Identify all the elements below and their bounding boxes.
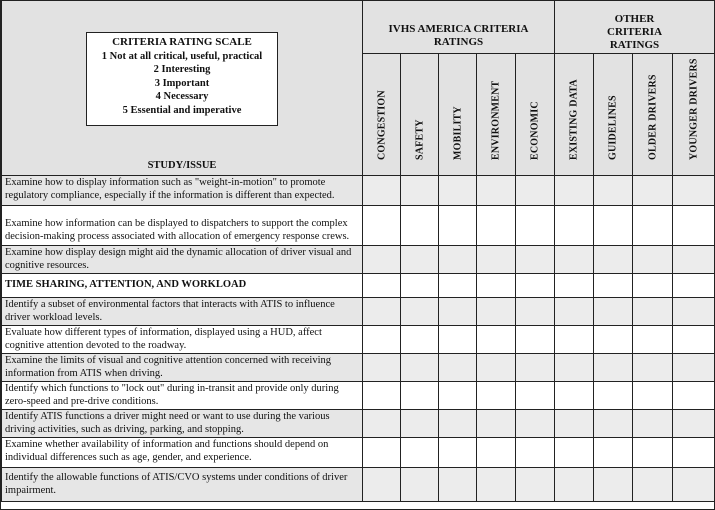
rating-cell (439, 274, 477, 298)
rating-cell[interactable] (633, 438, 673, 468)
rating-cell[interactable] (363, 298, 401, 326)
rating-cell[interactable] (673, 326, 715, 354)
rating-cell[interactable] (363, 354, 401, 382)
rating-cell[interactable] (516, 410, 555, 438)
rating-cell[interactable] (477, 246, 516, 274)
rating-cell[interactable] (555, 354, 594, 382)
rating-cell[interactable] (594, 206, 633, 246)
table-row (2, 326, 715, 354)
rating-cell[interactable] (363, 246, 401, 274)
study-issue-text: Identify which functions to "lock out" during in-transit and provide only during zero-speed and pre-drive conditions. (2, 382, 363, 410)
rating-cell[interactable] (594, 468, 633, 502)
rating-cell[interactable] (516, 206, 555, 246)
column-label: YOUNGER DRIVERS (688, 58, 699, 160)
rating-cell (555, 274, 594, 298)
study-issue-text: Identify a subset of environmental factors that interacts with ATIS to influence driver workload levels. (2, 298, 363, 326)
rating-cell[interactable] (594, 438, 633, 468)
column-label: MOBILITY (452, 106, 463, 160)
rating-cell[interactable] (555, 326, 594, 354)
study-header-cell (2, 1, 363, 176)
column-label: ENVIRONMENT (490, 80, 502, 160)
rating-cell[interactable] (633, 410, 673, 438)
rating-cell[interactable] (516, 298, 555, 326)
study-issue-text: Examine the limits of visual and cognitive attention concerned with receiving information from ATIS when driving. (2, 354, 363, 382)
rating-cell[interactable] (401, 382, 439, 410)
rating-cell[interactable] (477, 468, 516, 502)
rating-cell[interactable] (363, 410, 401, 438)
rating-cell[interactable] (439, 438, 477, 468)
rating-cell[interactable] (363, 206, 401, 246)
rating-cell[interactable] (477, 298, 516, 326)
rating-cell[interactable] (633, 206, 673, 246)
rating-cell[interactable] (555, 176, 594, 206)
rating-cell (477, 274, 516, 298)
rating-cell (516, 274, 555, 298)
rating-cell[interactable] (673, 206, 715, 246)
rating-cell[interactable] (594, 410, 633, 438)
rating-cell[interactable] (516, 438, 555, 468)
rating-scale-item: 2 Interesting (153, 64, 211, 75)
rating-cell (633, 274, 673, 298)
rating-cell[interactable] (555, 410, 594, 438)
rating-cell (673, 274, 715, 298)
study-issue-text: Examine whether availability of information and functions should depend on individual differences such as age, gender, and experience. (2, 438, 363, 468)
rating-cell[interactable] (555, 382, 594, 410)
rating-cell[interactable] (555, 246, 594, 274)
rating-cell[interactable] (363, 176, 401, 206)
column-header-older-drivers (633, 54, 673, 176)
rating-cell[interactable] (673, 298, 715, 326)
rating-cell[interactable] (439, 298, 477, 326)
study-issue-text: Evaluate how different types of information, displayed using a HUD, affect cognitive attention devoted to the roadway. (2, 326, 363, 354)
table-row (2, 468, 715, 502)
rating-cell[interactable] (477, 438, 516, 468)
column-label: ECONOMIC (529, 101, 541, 160)
rating-scale-item: 5 Essential and imperative (122, 104, 242, 116)
rating-cell[interactable] (516, 176, 555, 206)
rating-cell[interactable] (363, 382, 401, 410)
rating-cell[interactable] (401, 438, 439, 468)
rating-cell[interactable] (439, 176, 477, 206)
rating-cell[interactable] (439, 326, 477, 354)
table-row (2, 382, 715, 410)
rating-scale-title: CRITERIA RATING SCALE (112, 36, 252, 48)
table-row (2, 246, 715, 274)
column-header-safety (401, 54, 439, 176)
rating-cell[interactable] (439, 410, 477, 438)
rating-cell[interactable] (633, 326, 673, 354)
column-label: CONGESTION (376, 90, 387, 160)
rating-cell[interactable] (516, 354, 555, 382)
rating-scale-box (86, 32, 278, 126)
rating-cell[interactable] (477, 326, 516, 354)
other-group-header (555, 1, 715, 54)
rating-cell (594, 274, 633, 298)
rating-cell[interactable] (594, 354, 633, 382)
rating-cell[interactable] (439, 206, 477, 246)
table-row (2, 298, 715, 326)
rating-cell[interactable] (401, 468, 439, 502)
rating-cell[interactable] (439, 382, 477, 410)
rating-cell[interactable] (516, 382, 555, 410)
table-row (2, 438, 715, 468)
rating-cell[interactable] (594, 382, 633, 410)
rating-cell[interactable] (401, 354, 439, 382)
rating-cell[interactable] (363, 438, 401, 468)
rating-cell[interactable] (439, 468, 477, 502)
table-row (2, 176, 715, 206)
column-header-congestion (363, 54, 401, 176)
study-issue-text: Identify the allowable functions of ATIS/CVO systems under conditions of driver impairment. (2, 468, 363, 502)
rating-cell[interactable] (401, 206, 439, 246)
rating-cell[interactable] (633, 298, 673, 326)
column-label: SAFETY (414, 119, 425, 160)
rating-cell[interactable] (594, 326, 633, 354)
column-header-economic (516, 54, 555, 176)
table-body (2, 176, 715, 502)
column-header-mobility (439, 54, 477, 176)
other-group-label: OTHER CRITERIA RATINGS (607, 12, 663, 51)
rating-scale-item: 4 Necessary (155, 91, 209, 102)
rating-cell[interactable] (555, 468, 594, 502)
rating-cell[interactable] (401, 246, 439, 274)
study-issue-text: Examine how to display information such as "weight-in-motion" to promote regulatory compliance, especially if the information is different than expected. (2, 176, 363, 206)
rating-cell[interactable] (633, 354, 673, 382)
rating-scale-item: 3 Important (154, 77, 210, 89)
column-header-younger-drivers (673, 54, 715, 176)
rating-cell[interactable] (633, 382, 673, 410)
rating-cell (363, 274, 401, 298)
rating-cell[interactable] (477, 176, 516, 206)
column-label: GUIDELINES (607, 95, 619, 160)
section-row (2, 274, 715, 298)
rating-cell[interactable] (673, 354, 715, 382)
rating-cell[interactable] (633, 176, 673, 206)
ivhs-group-label: IVHS AMERICA CRITERIA RATINGS (388, 23, 529, 48)
rating-cell[interactable] (401, 410, 439, 438)
criteria-table (1, 1, 715, 502)
rating-cell[interactable] (673, 246, 715, 274)
table-row (2, 410, 715, 438)
rating-cell[interactable] (555, 438, 594, 468)
rating-cell[interactable] (477, 410, 516, 438)
rating-cell[interactable] (673, 176, 715, 206)
rating-cell[interactable] (516, 468, 555, 502)
rating-cell[interactable] (633, 246, 673, 274)
rating-cell[interactable] (673, 410, 715, 438)
rating-cell[interactable] (401, 176, 439, 206)
rating-cell[interactable] (477, 206, 516, 246)
study-issue-label: STUDY/ISSUE (147, 160, 217, 171)
table-row (2, 206, 715, 246)
column-header-existing-data (555, 54, 594, 176)
rating-cell[interactable] (594, 246, 633, 274)
rating-cell[interactable] (439, 354, 477, 382)
rating-cell[interactable] (594, 298, 633, 326)
table-row (2, 354, 715, 382)
rating-cell[interactable] (401, 298, 439, 326)
column-header-environment (477, 54, 516, 176)
study-issue-text: Identify ATIS functions a driver might need or want to use during the various driving activities, such as driving, parking, and stopping. (2, 410, 363, 438)
rating-cell[interactable] (673, 468, 715, 502)
rating-scale-item: 1 Not at all critical, useful, practical (101, 50, 263, 62)
ivhs-group-header (363, 1, 555, 54)
rating-cell[interactable] (439, 246, 477, 274)
rating-cell[interactable] (363, 326, 401, 354)
rating-cell[interactable] (633, 468, 673, 502)
rating-cell[interactable] (673, 382, 715, 410)
study-issue-text: Examine how display design might aid the dynamic allocation of driver visual and cognitive resources. (2, 246, 363, 274)
rating-cell[interactable] (673, 438, 715, 468)
rating-cell[interactable] (555, 298, 594, 326)
column-label: EXISTING DATA (568, 79, 580, 160)
column-header-guidelines (594, 54, 633, 176)
rating-cell[interactable] (594, 176, 633, 206)
rating-cell[interactable] (477, 354, 516, 382)
rating-cell[interactable] (363, 468, 401, 502)
study-issue-text: Examine how information can be displayed to dispatchers to support the complex decision-making process associated with allocation of emergency response crews. (2, 206, 363, 246)
column-label: OLDER DRIVERS (647, 74, 658, 160)
rating-cell[interactable] (516, 246, 555, 274)
section-title: TIME SHARING, ATTENTION, AND WORKLOAD (2, 274, 363, 298)
rating-cell[interactable] (516, 326, 555, 354)
rating-cell[interactable] (555, 206, 594, 246)
rating-cell[interactable] (477, 382, 516, 410)
rating-cell (401, 274, 439, 298)
rating-cell[interactable] (401, 326, 439, 354)
